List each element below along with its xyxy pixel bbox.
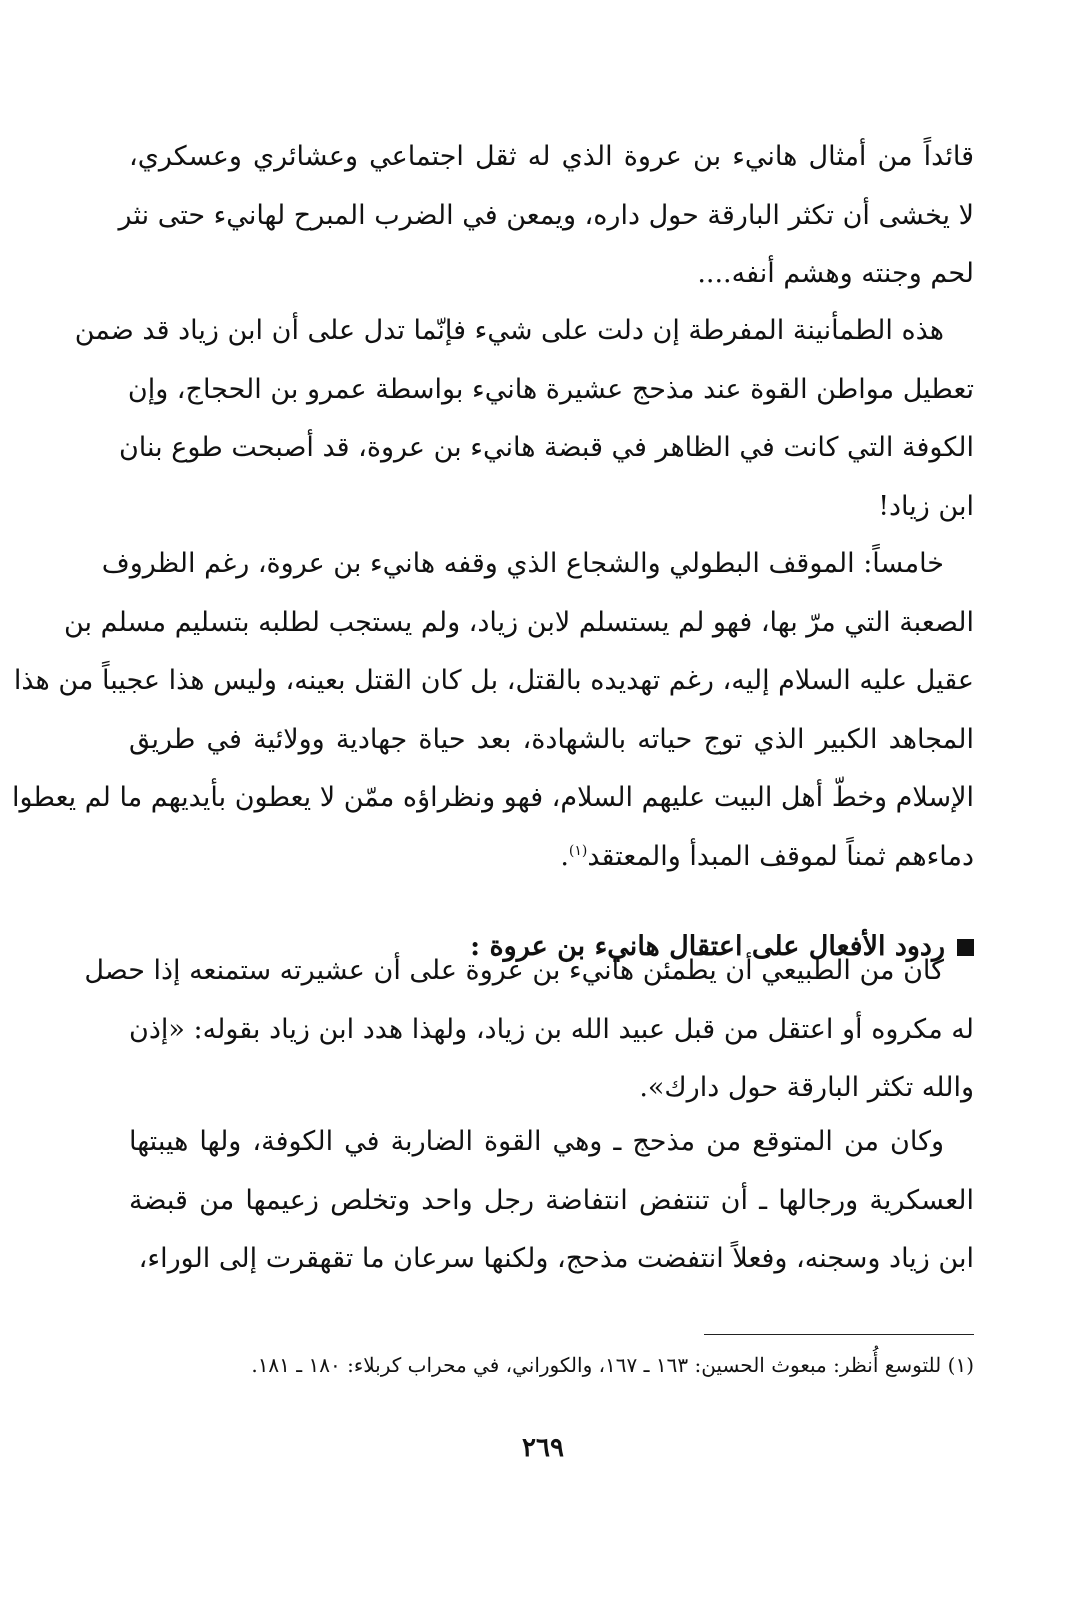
- heading-text: ردود الأفعال على اعتقال هانيء بن عروة :: [470, 931, 945, 962]
- text-line: ابن زياد وسجنه، وفعلاً انتفضت مذحج، ولكنها سرعان ما تقهقرت إلى الوراء،: [138, 1243, 974, 1274]
- text-line: وكان من المتوقع من مذحج ـ وهي القوة الضاربة في الكوفة، ولها هيبتها: [129, 1126, 944, 1157]
- text-line: الصعبة التي مرّ بها، فهو لم يستسلم لابن زياد، ولم يستجب لطلبه بتسليم مسلم بن: [64, 606, 974, 638]
- text-line: [129, 828, 974, 887]
- text-line: العسكرية ورجالها ـ أن تنتفض انتفاضة رجل واحد وتخلص زعيمها من قبضة: [129, 1184, 974, 1216]
- text-line: قائداً من أمثال هانيء بن عروة الذي له ثقل اجتماعي وعشائري وعسكري،: [129, 141, 974, 172]
- text-line: تعطيل مواطن القوة عند مذحج عشيرة هانيء بواسطة عمرو بن الحجاج، وإن: [127, 373, 974, 405]
- paragraph-4: [84, 942, 974, 1118]
- paragraph-3: [11, 535, 974, 886]
- footnote-separator: [704, 1334, 974, 1335]
- paragraph-5: [129, 1113, 974, 1289]
- text-line: عقيل عليه السلام إليه، رغم تهديده بالقتل، بل كان القتل بعينه، وليس هذا عجيباً من هذا: [13, 665, 974, 696]
- text-line: لا يخشى أن تكثر البارقة حول داره، ويمعن في الضرب المبرح لهانيء حتى نثر: [118, 199, 974, 231]
- text-line: ابن زياد!: [878, 490, 974, 522]
- footnote: (١) للتوسع أُنظر: مبعوث الحسين: ١٦٣ ـ ١٦٧، والكوراني، في محراب كربلاء: ١٨٠ ـ ١٨١.: [251, 1353, 974, 1377]
- page-number: ٢٦٩: [522, 1433, 564, 1463]
- text-line: لحم وجنته وهشم أنفه....: [697, 258, 974, 289]
- footnote-marker: (١): [568, 842, 588, 859]
- text-fragment: دماءهم ثمناً لموقف المبدأ والمعتقد: [587, 840, 974, 872]
- text-line: كان من الطبيعي أن يطمئن هانيء بن عروة على أن عشيرته ستمنعه إذا حصل: [84, 955, 944, 986]
- text-line: له مكروه أو اعتقل من قبل عبيد الله بن زياد، ولهذا هدد ابن زياد بقوله: «إذن: [129, 1013, 974, 1045]
- text-line: والله تكثر البارقة حول دارك».: [639, 1072, 974, 1103]
- paragraph-1: [118, 128, 974, 304]
- text-line: هذه الطمأنينة المفرطة إن دلت على شيء فإنّما تدل على أن ابن زياد قد ضمن: [74, 315, 944, 346]
- paragraph-2: [74, 302, 974, 536]
- text-fragment: .: [560, 840, 569, 872]
- text-line: خامساً: الموقف البطولي والشجاع الذي وقفه هانيء بن عروة، رغم الظروف: [101, 548, 944, 579]
- text-line: الإسلام وخطّ أهل البيت عليهم السلام، فهو ونظراؤه ممّن لا يعطون بأيديهم ما لم يعطوا: [11, 782, 974, 813]
- text-line: الكوفة التي كانت في الظاهر في قبضة هانيء بن عروة، قد أصبحت طوع بنان: [118, 432, 974, 463]
- text-line: المجاهد الكبير الذي توج حياته بالشهادة، بعد حياة جهادية وولائية في طريق: [129, 723, 974, 755]
